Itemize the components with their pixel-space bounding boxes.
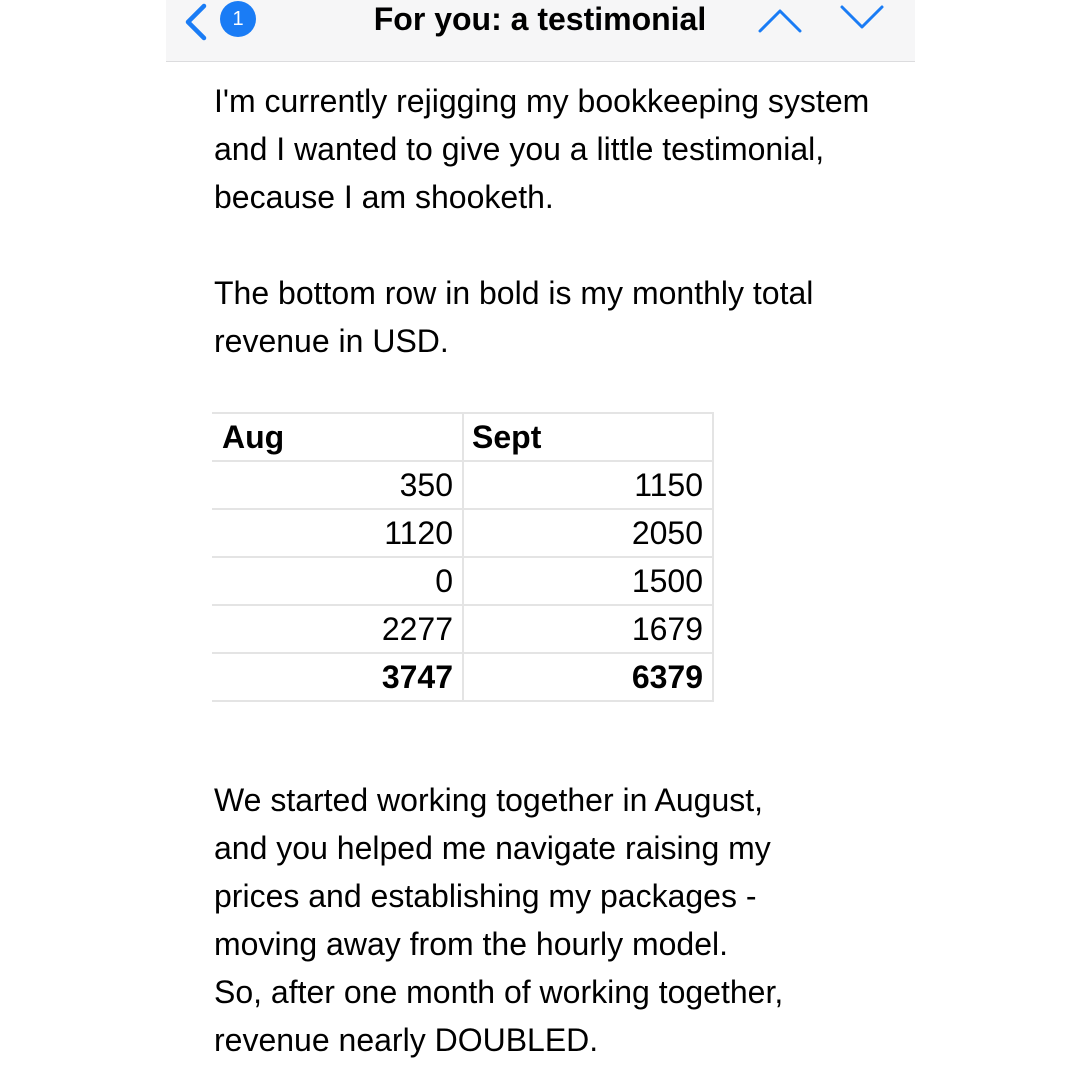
table-cell: 2277 [213,605,463,653]
paragraph-line: moving away from the hourly model. [214,926,728,962]
paragraph-line: and you helped me navigate raising my [214,830,771,866]
table-cell: 1120 [213,509,463,557]
paragraph-table-note: The bottom row in bold is my monthly total revenue in USD. [214,275,814,359]
chevron-up-icon[interactable] [757,2,803,36]
total-cell-sept: 6379 [463,653,713,701]
table-total-row [213,653,713,701]
table-cell: 0 [213,557,463,605]
unread-count-badge[interactable]: 1 [220,1,256,37]
table-cell: 1500 [463,557,713,605]
table-cell: 1150 [463,461,713,509]
paragraph-line: revenue nearly DOUBLED. [214,1022,599,1058]
chevron-down-icon[interactable] [839,2,885,36]
table-row [213,557,713,605]
paragraph-line: We started working together in August, [214,782,764,818]
mail-body-bottom [214,776,914,1064]
table-cell: 350 [213,461,463,509]
column-header-aug: Aug [213,413,463,461]
table-row [213,605,713,653]
mail-subject: For you: a testimonial [373,1,707,37]
chevron-left-icon[interactable] [180,2,214,42]
paragraph-intro: I'm currently rejigging my bookkeeping system and I wanted to give you a little testimonial, because I am shooketh. [214,83,870,215]
paragraph-line: prices and establishing my packages - [214,878,757,914]
revenue-table [212,412,714,702]
table-row [213,461,713,509]
table-cell: 2050 [463,509,713,557]
table-row [213,509,713,557]
table-cell: 1679 [463,605,713,653]
column-header-sept: Sept [463,413,713,461]
table-header-row [213,413,713,461]
paragraph-line: So, after one month of working together, [214,974,784,1010]
total-cell-aug: 3747 [213,653,463,701]
mail-body-top [214,77,894,365]
